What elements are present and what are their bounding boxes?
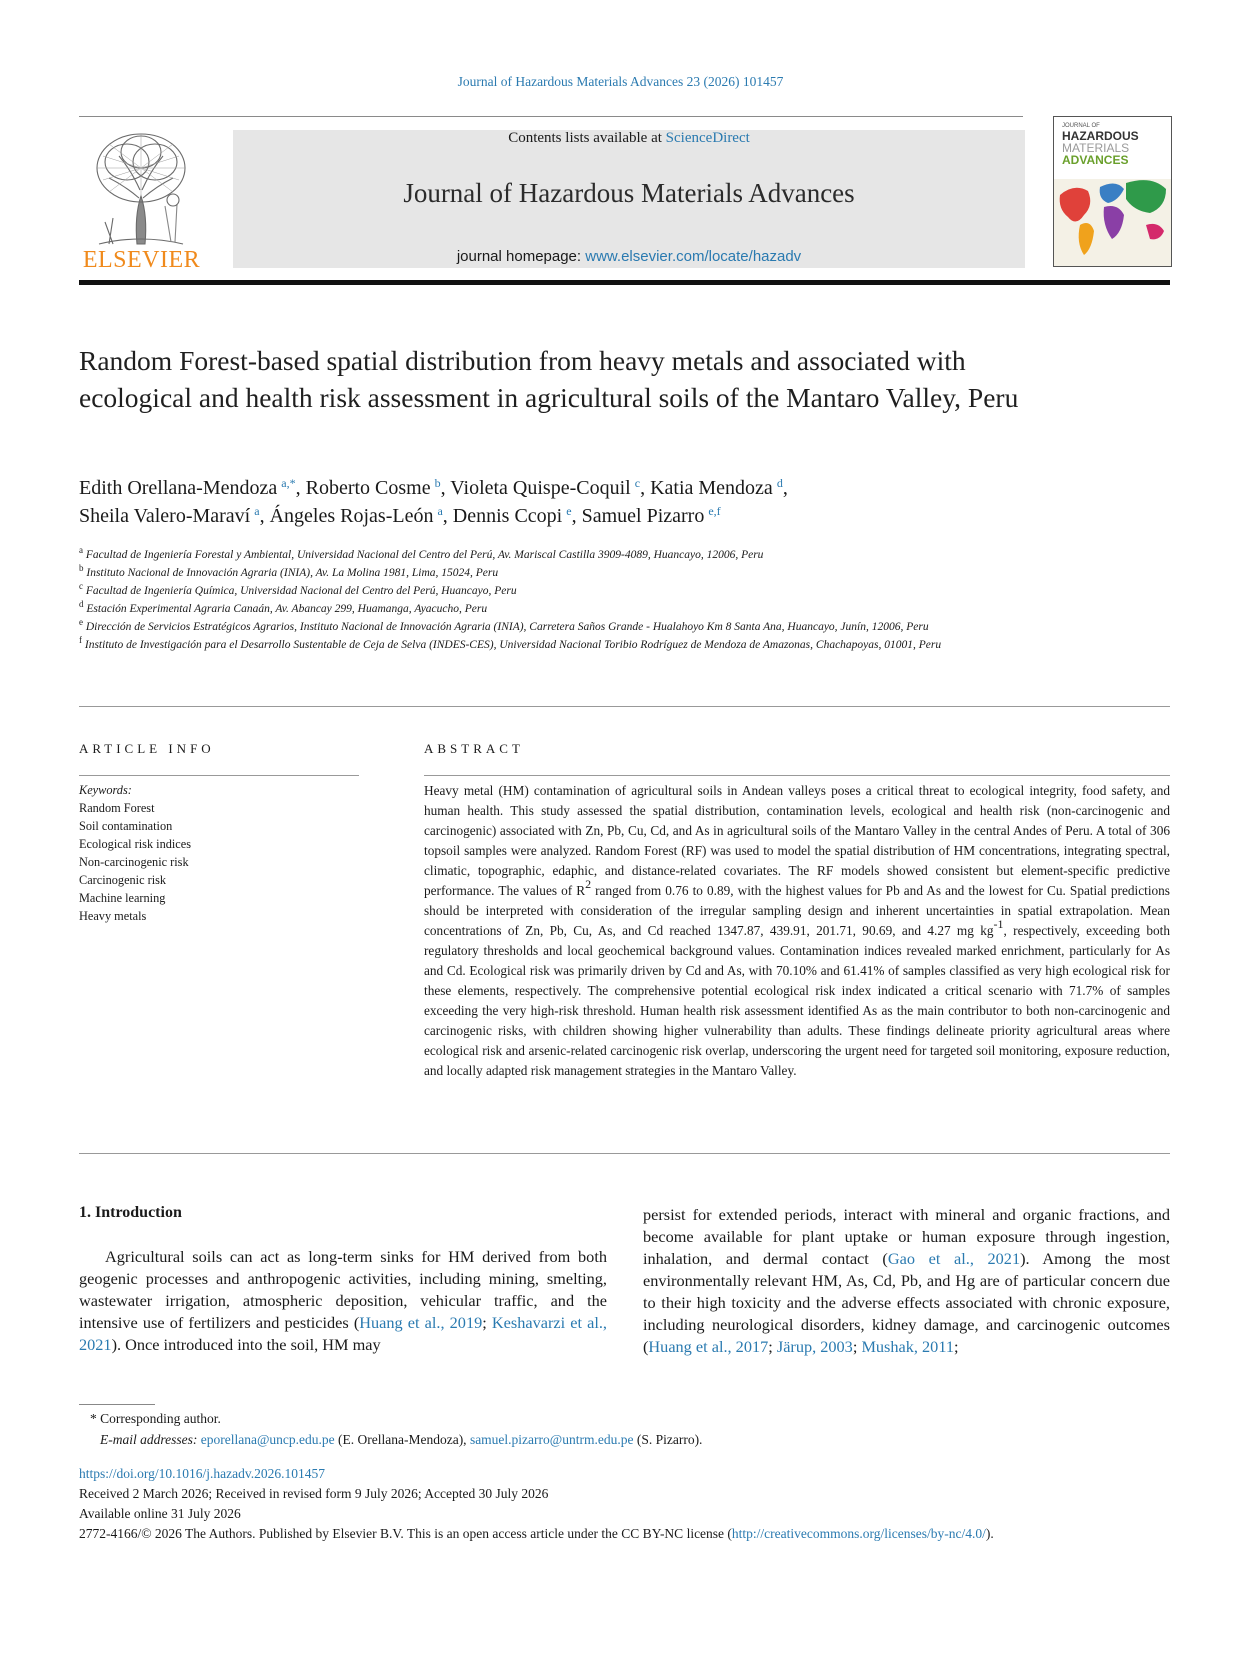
affiliation-key: e — [79, 617, 83, 627]
keyword-item: Machine learning — [79, 891, 166, 905]
author-name[interactable]: Sheila Valero-Maraví — [79, 505, 251, 527]
cover-line-2: HAZARDOUS — [1062, 129, 1139, 143]
citation-link[interactable]: Keshavarzi et al., 2021 — [79, 1313, 607, 1354]
abstract-superscript-2: -1 — [993, 917, 1004, 931]
affiliation-list — [79, 546, 1039, 654]
introduction-heading: 1. Introduction — [79, 1204, 182, 1221]
abstract-rule — [424, 775, 1170, 776]
author-separator: , — [442, 505, 453, 527]
intro-text-2: ; — [482, 1313, 492, 1332]
author-separator: , — [571, 505, 582, 527]
affiliation-key: c — [79, 581, 83, 591]
journal-cover-thumbnail[interactable] — [1053, 116, 1172, 267]
license-link[interactable]: http://creativecommons.org/licenses/by-nc/4.0/ — [731, 1526, 986, 1541]
article-info-heading: ARTICLE INFO — [79, 741, 215, 756]
keyword-item: Carcinogenic risk — [79, 873, 167, 887]
intro-text-7: ; — [852, 1337, 862, 1356]
homepage-link[interactable]: www.elsevier.com/locate/hazadv — [585, 248, 802, 265]
citation-link[interactable]: Mushak, 2011 — [861, 1337, 954, 1356]
author-affiliation-marker[interactable]: b — [434, 476, 441, 490]
affiliation-item — [79, 618, 1039, 636]
author-affiliation-marker[interactable]: d — [776, 476, 783, 490]
affiliation-key: b — [79, 563, 84, 573]
author-affiliation-marker[interactable]: a — [254, 504, 260, 518]
author-name[interactable]: Samuel Pizarro — [581, 505, 705, 527]
article-title: Random Forest-based spatial distribution from heavy metals and associated with ecological and health risk assessment in agricultural soils of the Mantaro Valley, Peru — [79, 345, 1019, 413]
license-prefix: 2772-4166/© 2026 The Authors. Published by Elsevier B.V. This is an open access article under the CC BY-NC license ( — [79, 1526, 732, 1541]
author-separator: , — [295, 477, 306, 499]
keyword-list — [79, 799, 359, 925]
license-suffix: ). — [985, 1526, 994, 1541]
header-thick-rule — [79, 280, 1170, 285]
keyword-item: Heavy metals — [79, 909, 147, 923]
journal-homepage-line — [233, 248, 1025, 265]
cover-line-4: ADVANCES — [1062, 153, 1129, 167]
citation-link[interactable]: Huang et al., 2019 — [359, 1313, 483, 1332]
citation-link[interactable]: Gao et al., 2021 — [887, 1249, 1021, 1268]
author-separator: , — [640, 477, 651, 499]
author-affiliation-marker[interactable]: c — [634, 476, 641, 490]
author-affiliation-marker[interactable]: a,* — [281, 476, 296, 490]
author-affiliation-marker[interactable]: a — [437, 504, 443, 518]
affiliation-item — [79, 582, 1039, 600]
affiliation-text: Instituto de Investigación para el Desarrollo Sustentable de Ceja de Selva (INDES-CES), Universidad Nacional Toribio Rodríguez de Mendoza de Amazonas, Chachapoyas, 01001, Peru — [84, 639, 942, 651]
affiliation-text: Facultad de Ingeniería Forestal y Ambiental, Universidad Nacional del Centro del Perú, Av. Mariscal Castilla 3909-4089, Huancayo, 12006, Peru — [85, 549, 764, 561]
intro-text-3: ). Once introduced into the soil, HM may — [111, 1335, 381, 1354]
introduction-left-column — [79, 1246, 607, 1356]
sciencedirect-link[interactable]: ScienceDirect — [665, 130, 750, 146]
author-name[interactable]: Dennis Ccopi — [452, 505, 563, 527]
corresponding-author-footnote — [90, 1408, 1170, 1450]
journal-cover-art — [1054, 117, 1171, 266]
abstract-part-1: Heavy metal (HM) contamination of agricultural soils in Andean valleys poses a critical threat to ecological integrity, food safety, and human health. This study assessed the spatial distribution, contamination levels, ecological and health risk (non-carcinogenic and carcinogenic) associated with Zn, Pb, Cu, Cd, and As in agricultural soils of the Mantaro Valley in the central Andes of Peru. A total of 306 topsoil samples were analyzed. Random Forest (RF) was used to model the spatial distribution of HM concentrations, integrating spectral, climatic, topographic, edaphic, and distance-related covariates. The RF models showed consistent but element-specific predictive performance. The values of R — [424, 783, 1170, 898]
footnote-rule — [79, 1404, 155, 1405]
keyword-item: Non-carcinogenic risk — [79, 855, 189, 869]
journal-masthead — [233, 130, 1025, 268]
keyword-item: Soil contamination — [79, 819, 173, 833]
affiliation-key: f — [79, 635, 82, 645]
affiliation-key: a — [79, 545, 83, 555]
keywords-block — [79, 781, 359, 925]
abstract-bottom-rule — [79, 1153, 1170, 1154]
author-affiliation-marker[interactable]: e — [566, 504, 572, 518]
doi-link[interactable]: https://doi.org/10.1016/j.hazadv.2026.101457 — [79, 1466, 325, 1481]
license-statement — [79, 1524, 1170, 1544]
affiliation-divider — [79, 706, 1170, 707]
author-separator: , — [782, 477, 788, 499]
received-dates: Received 2 March 2026; Received in revised form 9 July 2026; Accepted 30 July 2026 — [79, 1486, 549, 1501]
email-owner-1: (E. Orellana-Mendoza), — [334, 1432, 470, 1447]
keyword-item: Ecological risk indices — [79, 837, 192, 851]
abstract-heading: ABSTRACT — [424, 741, 524, 756]
citation-link[interactable]: Huang et al., 2017 — [648, 1337, 769, 1356]
author-list — [79, 474, 1039, 530]
intro-text-1: Agricultural soils can act as long-term sinks for HM derived from both geogenic processes and anthropogenic activities, including mining, smelting, wastewater irrigation, atmospheric deposition, vehicular traffic, and the intensive use of fertilizers and pesticides ( — [79, 1247, 607, 1332]
email-line — [90, 1429, 1170, 1450]
author-name[interactable]: Edith Orellana-Mendoza — [79, 477, 278, 499]
affiliation-item — [79, 636, 1039, 654]
author-separator: , — [259, 505, 270, 527]
intro-text-8: ; — [954, 1337, 959, 1356]
affiliation-text: Dirección de Servicios Estratégicos Agrarios, Instituto Nacional de Innovación Agraria (INIA), Carretera Saños Grande - Hualahoyo Km 8 Santa Ana, Huancayo, Junín, 12006, Peru — [85, 621, 929, 633]
affiliation-text: Instituto Nacional de Innovación Agraria (INIA), Av. La Molina 1981, Lima, 15024, Peru — [86, 567, 499, 579]
abstract-part-2: ranged from 0.76 to 0.89, with the highest values for Pb and As and the lowest for Cu. Spatial predictions should be interpreted with consideration of the irregular sampling design and inherent uncertainties in spatial extrapolation. Mean concentrations of Zn, Pb, Cu, As, and Cd reached 1347.87, 439.91, 201.71, 90.69, and 4.27 mg kg — [424, 883, 1170, 938]
contents-available-line — [233, 130, 1025, 147]
keyword-item: Random Forest — [79, 801, 155, 815]
email-link-1[interactable]: eporellana@uncp.edu.pe — [200, 1432, 335, 1447]
email-label: E-mail addresses: — [100, 1432, 201, 1447]
intro-text-5: ). Among the most environmentally relevant HM, As, Cd, Pb, and Hg are of particular concern due to their high toxicity and the adverse effects associated with chronic exposure, including neurological disorders, kidney damage, and carcinogenic outcomes ( — [643, 1249, 1170, 1356]
cover-line-1: JOURNAL OF — [1062, 123, 1100, 129]
intro-text-4: persist for extended periods, interact with mineral and organic fractions, and become available for plant uptake or human exposure through ingestion, inhalation, and dermal contact ( — [643, 1205, 1170, 1268]
abstract-superscript-1: 2 — [585, 877, 592, 891]
email-owner-2: (S. Pizarro). — [633, 1432, 703, 1447]
citation-link[interactable]: Järup, 2003 — [776, 1337, 853, 1356]
author-name[interactable]: Roberto Cosme — [305, 477, 431, 499]
top-divider — [79, 116, 1023, 117]
author-name[interactable]: Katia Mendoza — [650, 477, 773, 499]
affiliation-text: Facultad de Ingeniería Química, Universidad Nacional del Centro del Perú, Huancayo, Peru — [85, 585, 517, 597]
article-info-rule — [79, 775, 359, 776]
author-affiliation-marker[interactable]: e,f — [708, 504, 721, 518]
author-separator: , — [440, 477, 451, 499]
journal-reference[interactable]: Journal of Hazardous Materials Advances 23 (2026) 101457 — [457, 74, 784, 89]
author-name[interactable]: Ángeles Rojas-León — [269, 505, 434, 527]
author-name[interactable]: Violeta Quispe-Coquil — [450, 477, 631, 499]
introduction-right-column — [643, 1204, 1170, 1358]
elsevier-wordmark: ELSEVIER — [82, 247, 201, 273]
affiliation-key: d — [79, 599, 84, 609]
homepage-prefix: journal homepage: — [456, 248, 586, 265]
cover-line-3: MATERIALS — [1062, 141, 1130, 155]
abstract-body — [424, 781, 1170, 1081]
intro-text-6: ; — [768, 1337, 777, 1356]
affiliation-item — [79, 564, 1039, 582]
contents-prefix: Contents lists available at — [508, 130, 666, 146]
abstract-part-3: , respectively, exceeding both regulatory thresholds and local geochemical background values. Contamination indices revealed marked enrichment, particularly for As and Cd. Ecological risk was primarily driven by Cd and As, with 70.10% and 61.41% of samples classified as very high ecological risk for these elements, respectively. The comprehensive potential ecological risk index indicated a critical scenario with 71.7% of samples exceeding the very high-risk threshold. Human health risk assessment identified As as the main contributor to both non-carcinogenic and carcinogenic risks, with children showing higher vulnerability than adults. These findings delineate priority agricultural areas where ecological risk and arsenic-related carcinogenic risk overlap, underscoring the urgent need for targeted soil monitoring, exposure reduction, and locally adapted risk management strategies in the Mantaro Valley. — [424, 923, 1171, 1078]
affiliation-item — [79, 546, 1039, 564]
keywords-label: Keywords: — [79, 783, 132, 797]
email-link-2[interactable]: samuel.pizarro@untrm.edu.pe — [469, 1432, 634, 1447]
article-front-matter — [79, 1464, 1170, 1544]
affiliation-text: Estación Experimental Agraria Canaán, Av. Abancay 299, Huamanga, Ayacucho, Peru — [86, 603, 488, 615]
corresponding-author-line: * Corresponding author. — [90, 1411, 221, 1426]
affiliation-item — [79, 600, 1039, 618]
journal-name: Journal of Hazardous Materials Advances — [403, 178, 855, 208]
available-online-date: Available online 31 July 2026 — [79, 1506, 241, 1521]
